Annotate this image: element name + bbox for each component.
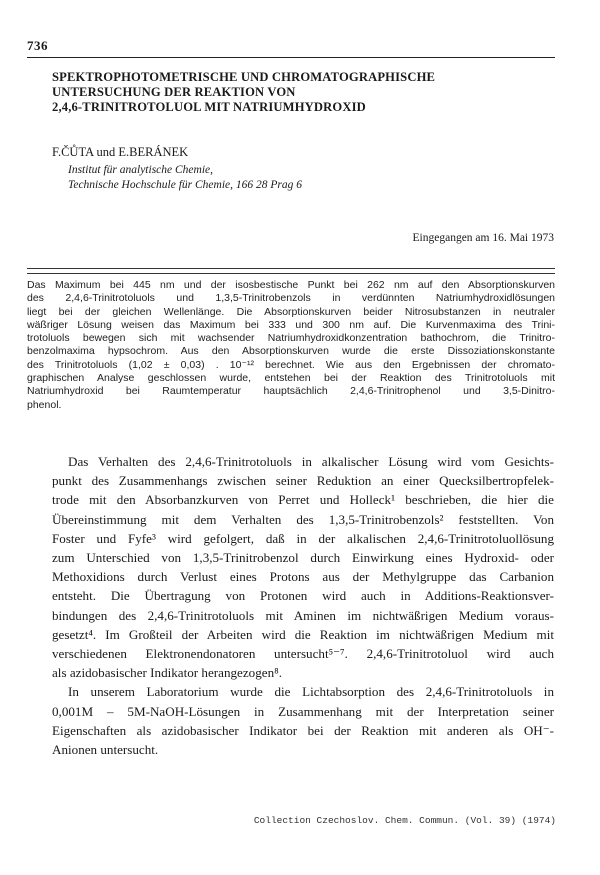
body-text [52, 452, 554, 759]
page-number: 736 [27, 38, 48, 53]
body-line: Methoxidions durch Verlust eines Protons aus der Methylgruppe das Carbanion [52, 569, 554, 585]
header-rule [27, 57, 555, 58]
authors: F.ČŮTA und E.BERÁNEK [52, 145, 189, 159]
abstract-line: Natriumhydroxid bei Raumtemperatur hauptsächlich 2,4,6-Trinitrophenol und 3,5-Dinitro- [27, 385, 555, 398]
abstract-line: trotoluols bewegen sich mit wachsender Natriumhydroxidkonzentration bathochrom, die Trinitro- [27, 332, 555, 345]
abstract-rule-top [27, 268, 555, 269]
body-line: verschiedenen Elektronendonatoren untersucht⁵⁻⁷. 2,4,6-Trinitrotoluol wird auch [52, 646, 554, 662]
body-line: Anionen untersucht. [52, 742, 159, 758]
title-line: 2,4,6-TRINITROTOLUOL MIT NATRIUMHYDROXID [52, 100, 366, 114]
body-line: punkt des Zusammenhangs zwischen seiner Reduktion an einer Quecksilbertropfelek- [52, 473, 554, 489]
article-title [52, 70, 552, 115]
body-line: In unserem Laboratorium wurde die Lichtabsorption des 2,4,6-Trinitrotoluols in [68, 684, 554, 700]
abstract-line: Das Maximum bei 445 nm und der isosbestische Punkt bei 262 nm auf den Absorptionskurven [27, 279, 555, 291]
abstract-line: des 2,4,6-Trinitrotoluols und 1,3,5-Trinitrobenzols in verdünnten Natriumhydroxidlösungen [27, 292, 555, 305]
body-line: Übereinstimmung mit dem Verhalten des 1,3,5-Trinitrobenzols² feststellten. Von [52, 511, 554, 527]
body-line: trode mit den Absorbanzkurven von Perret und Holleck¹ beschrieben, die hier die [52, 492, 554, 508]
title-line: UNTERSUCHUNG DER REAKTION VON [52, 85, 296, 99]
body-line: Das Verhalten des 2,4,6-Trinitrotoluols in alkalischer Lösung wird vom Gesichts- [68, 454, 554, 469]
body-line: Eigenschaften als azidobasischer Indikator bei der Reaktion mit anderen als OH⁻- [52, 722, 554, 738]
body-line: Foster und Fyfe³ wird gefolgert, daß in der alkalischen 2,4,6-Trinitrotoluollösung [52, 530, 554, 546]
affiliation-line: Technische Hochschule für Chemie, 166 28 Prag 6 [68, 179, 303, 191]
journal-footer: Collection Czechoslov. Chem. Commun. (Vol. 39) (1974) [253, 815, 556, 826]
body-line: entsteht. Die Übertragung von Protonen wird auch in Additions-Reaktionsver- [52, 588, 554, 604]
abstract-line: phenol. [27, 398, 62, 411]
body-line: zum Unterschied von 1,3,5-Trinitrobenzol durch Einwirkung eines Hydroxid- oder [52, 550, 554, 566]
affiliation-line: Institut für analytische Chemie, [68, 164, 214, 176]
abstract-line: des Trinitrotoluols (1,02 ± 0,03) . 10⁻¹² berechnet. Wie aus den Ergebnissen der chromato- [27, 358, 555, 371]
affiliation [68, 163, 302, 193]
abstract-rule-bottom [27, 273, 555, 274]
received-date: Eingegangen am 16. Mai 1973 [412, 232, 554, 244]
abstract-line: wäßriger Lösung weisen das Maximum bei 333 und 300 nm auf. Die Kurvenmaxima des Trini- [27, 318, 555, 331]
body-line: als azidobasischer Indikator herangezogen⁸. [52, 665, 282, 681]
title-line: SPEKTROPHOTOMETRISCHE UND CHROMATOGRAPHISCHE [52, 70, 436, 84]
body-line: 0,001M – 5M-NaOH-Lösungen in Zusammenhang mit der Interpretation seiner [52, 703, 554, 719]
abstract-line: graphischen Analyse geschlossen wurde, entstehen bei der Reaktion des Trinitrotoluols mit [27, 372, 555, 385]
body-line: gesetzt⁴. Im Großteil der Arbeiten wird die Reaktion im nichtwäßrigen Medium mit [52, 626, 554, 642]
body-line: bindungen des 2,4,6-Trinitrotoluols mit Aminen im nichtwäßrigen Medium voraus- [52, 607, 554, 623]
abstract-line: benzolmaxima hypsochrom. Aus den Absorptionskurven wurde die erste Dissoziationskonstante [27, 345, 555, 358]
abstract-line: liegt bei der gleichen Wellenlänge. Die Absorptionskurven beider Nitrosubstanzen in neutraler [27, 305, 555, 318]
abstract [27, 279, 555, 412]
